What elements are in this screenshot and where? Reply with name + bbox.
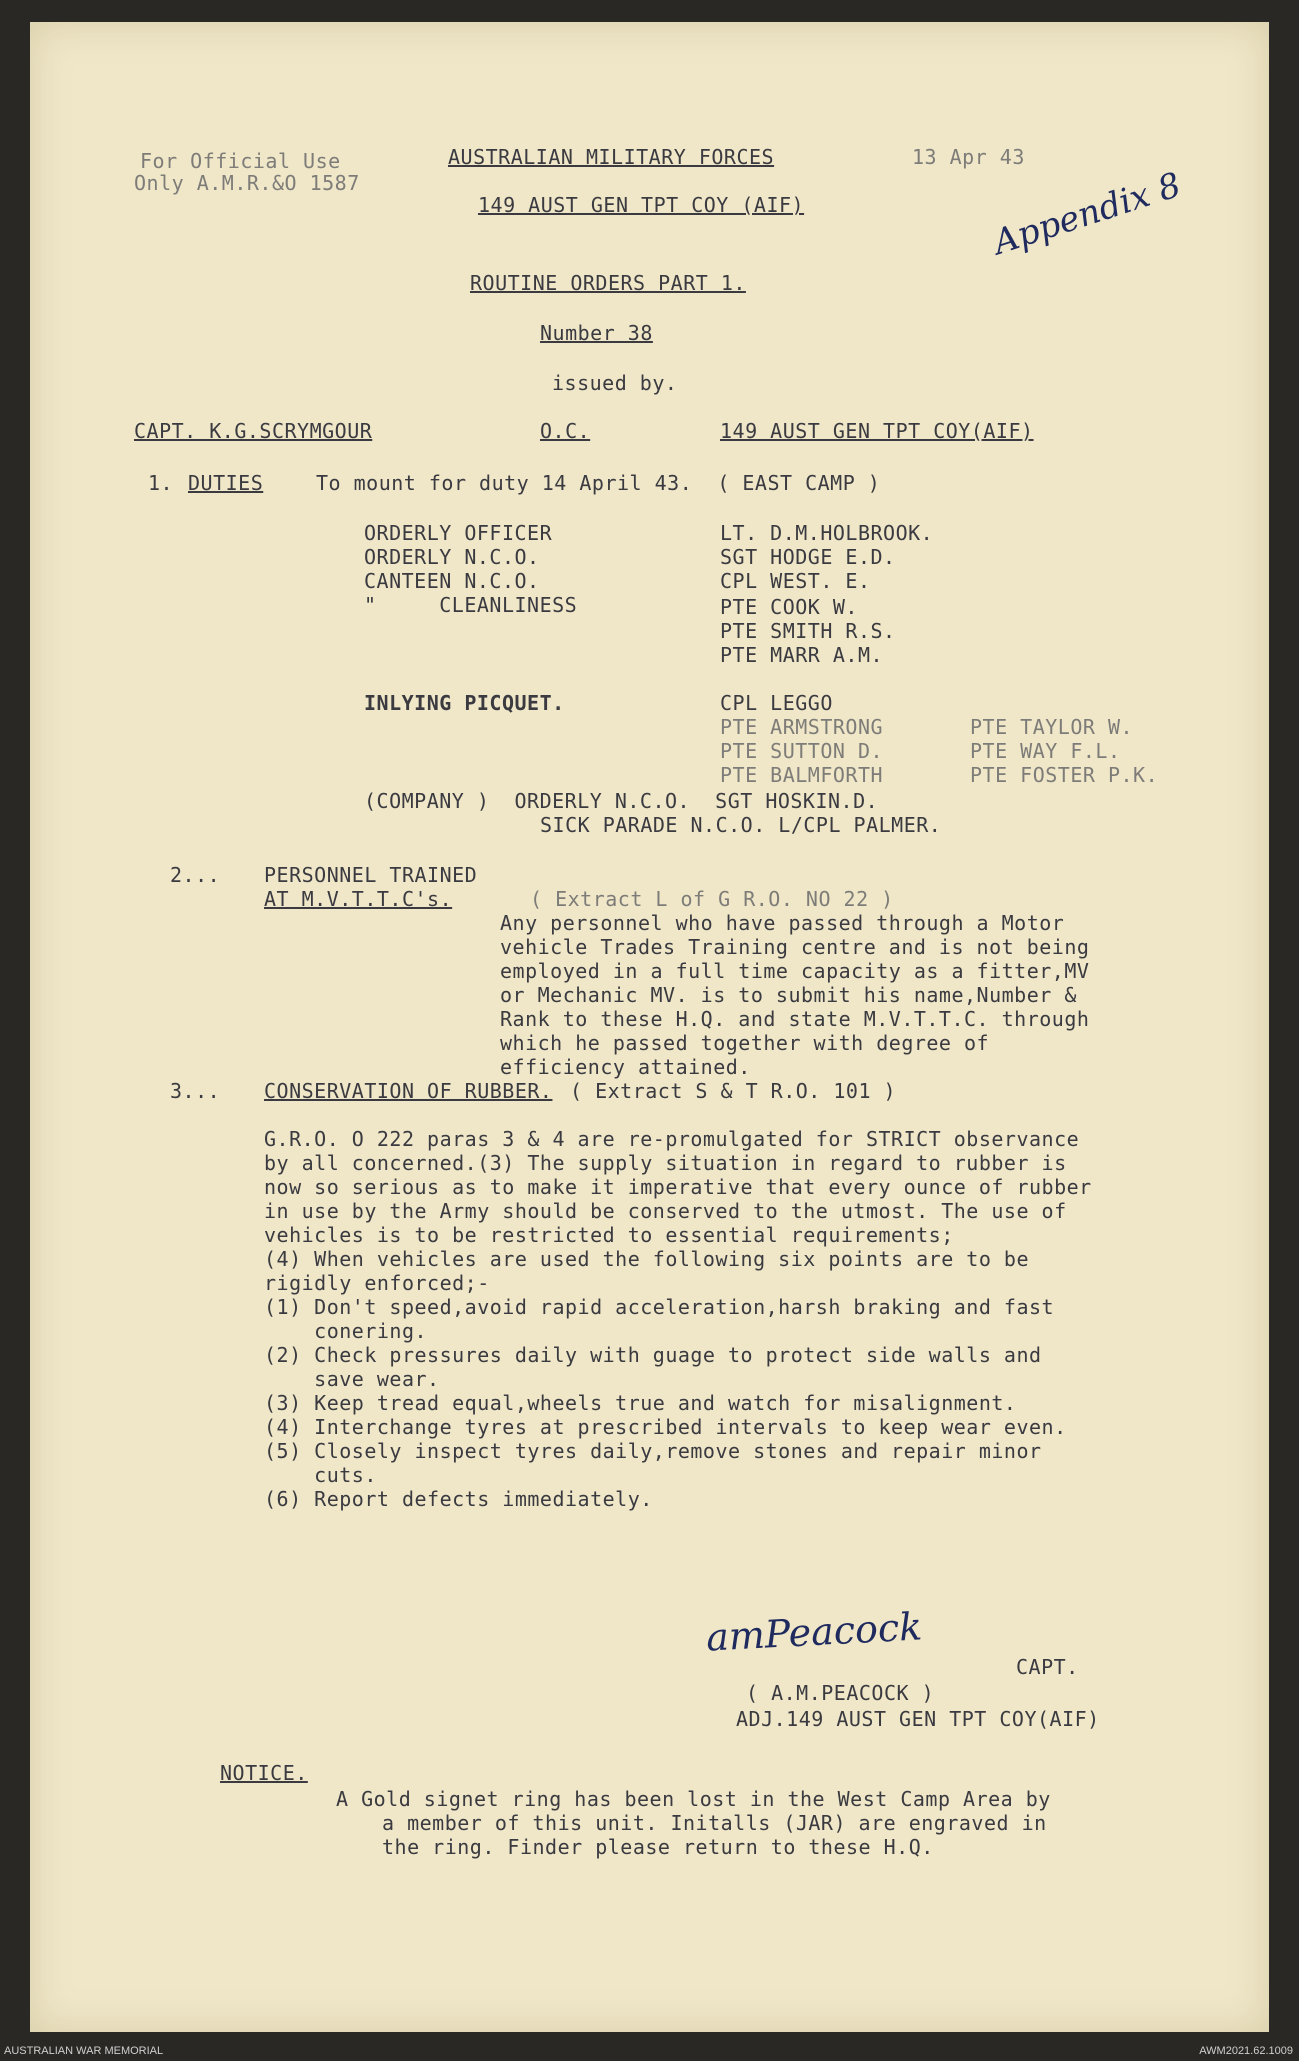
picquet-label: INLYING PICQUET. [364, 691, 565, 715]
section2-number: 2... [170, 863, 221, 887]
picquet-member: PTE WAY F.L. [970, 739, 1121, 763]
orders-number: Number 38 [540, 321, 653, 345]
forces-heading: AUSTRALIAN MILITARY FORCES [448, 145, 775, 169]
section2-line: vehicle Trades Training centre and is not being [500, 935, 1090, 959]
section2-line: employed in a full time capacity as a fitter,MV [500, 959, 1090, 983]
duty-name: PTE SMITH R.S. [720, 619, 896, 643]
duty-name: PTE COOK W. [720, 595, 858, 619]
section3-line: (4) When vehicles are used the following six points are to be [264, 1247, 1030, 1271]
notice-line: A Gold signet ring has been lost in the West Camp Area by [336, 1787, 1051, 1811]
issuer-unit: 149 AUST GEN TPT COY(AIF) [720, 419, 1034, 443]
section2-extract: ( Extract L of G R.O. NO 22 ) [530, 887, 894, 911]
section3-heading: CONSERVATION OF RUBBER. [264, 1079, 553, 1103]
section2-line: Rank to these H.Q. and state M.V.T.T.C. through [500, 1007, 1090, 1031]
notice-heading: NOTICE. [220, 1761, 308, 1785]
section2-line: or Mechanic MV. is to submit his name,Number & [500, 983, 1077, 1007]
section3-line: in use by the Army should be conserved to the utmost. The use of [264, 1199, 1067, 1223]
notice-line: the ring. Finder please return to these H.Q. [382, 1835, 934, 1859]
unit-heading: 149 AUST GEN TPT COY (AIF) [478, 193, 805, 217]
picquet-member: PTE TAYLOR W. [970, 715, 1134, 739]
section3-line: vehicles is to be restricted to essential requirements; [264, 1223, 954, 1247]
duty-name: SGT HODGE E.D. [720, 545, 896, 569]
section3-line: G.R.O. O 222 paras 3 & 4 are re-promulgated for STRICT observance [264, 1127, 1080, 1151]
company-orderly-line: (COMPANY ) ORDERLY N.C.O. SGT HOSKIN.D. [364, 789, 879, 813]
section2-line: which he passed together with degree of [500, 1031, 990, 1055]
picquet-member: PTE ARMSTRONG [720, 715, 884, 739]
footer-catalog-id: AWM2021.62.1009 [1199, 2045, 1293, 2057]
section2-heading: PERSONNEL TRAINED [264, 863, 478, 887]
duties-heading: DUTIES [188, 471, 264, 495]
section2-line: efficiency attained. [500, 1055, 751, 1079]
official-use-line-2: Only A.M.R.&O 1587 [134, 171, 360, 195]
notice-line: a member of this unit. Initalls (JAR) are engraved in [382, 1811, 1047, 1835]
section2-subheading: AT M.V.T.T.C's. [264, 887, 453, 911]
section3-line: conering. [264, 1319, 428, 1343]
section2-line: Any personnel who have passed through a Motor [500, 911, 1065, 935]
section3-line: (6) Report defects immediately. [264, 1487, 653, 1511]
handwritten-signature: amPeacock [704, 1604, 924, 1660]
issuer-role: O.C. [540, 419, 591, 443]
orders-title: ROUTINE ORDERS PART 1. [470, 271, 746, 295]
duty-name: PTE MARR A.M. [720, 643, 884, 667]
section3-line: save wear. [264, 1367, 440, 1391]
signature-adjutant: ADJ.149 AUST GEN TPT COY(AIF) [736, 1707, 1100, 1731]
picquet-member: PTE BALMFORTH [720, 763, 884, 787]
signature-name: ( A.M.PEACOCK ) [746, 1681, 935, 1705]
section3-line: (1) Don't speed,avoid rapid acceleration,harsh braking and fast [264, 1295, 1055, 1319]
duty-name: CPL WEST. E. [720, 569, 871, 593]
duties-intro: To mount for duty 14 April 43. ( EAST CAMP ) [316, 471, 881, 495]
issued-by: issued by. [552, 371, 678, 395]
document-page [30, 22, 1269, 2032]
footer-credit: AUSTRALIAN WAR MEMORIAL [4, 2045, 164, 2057]
duty-role: CANTEEN N.C.O. [364, 569, 540, 593]
duty-role: ORDERLY OFFICER [364, 521, 553, 545]
document-date: 13 Apr 43 [912, 145, 1025, 169]
signature-rank: CAPT. [1016, 1655, 1079, 1679]
section3-line: by all concerned.(3) The supply situation in regard to rubber is [264, 1151, 1067, 1175]
issuer-name: CAPT. K.G.SCRYMGOUR [134, 419, 373, 443]
official-use-line-1: For Official Use [140, 149, 341, 173]
section3-number: 3... [170, 1079, 221, 1103]
picquet-member: CPL LEGGO [720, 691, 833, 715]
section3-line: rigidly enforced;- [264, 1271, 490, 1295]
section3-line: (4) Interchange tyres at prescribed intervals to keep wear even. [264, 1415, 1067, 1439]
sick-parade-line: SICK PARADE N.C.O. L/CPL PALMER. [540, 813, 942, 837]
section3-line: (2) Check pressures daily with guage to protect side walls and [264, 1343, 1042, 1367]
duties-number: 1. [148, 471, 174, 495]
appendix-annotation: Appendix 8 [988, 164, 1186, 264]
duty-role: " CLEANLINESS [364, 593, 578, 617]
section3-line: cuts. [264, 1463, 377, 1487]
section3-line: (3) Keep tread equal,wheels true and watch for misalignment. [264, 1391, 1017, 1415]
duty-role: ORDERLY N.C.O. [364, 545, 540, 569]
picquet-member: PTE FOSTER P.K. [970, 763, 1159, 787]
picquet-member: PTE SUTTON D. [720, 739, 884, 763]
section3-line: now so serious as to make it imperative that every ounce of rubber [264, 1175, 1092, 1199]
section3-extract: ( Extract S & T R.O. 101 ) [570, 1079, 897, 1103]
section3-line: (5) Closely inspect tyres daily,remove stones and repair minor [264, 1439, 1042, 1463]
duty-name: LT. D.M.HOLBROOK. [720, 521, 934, 545]
